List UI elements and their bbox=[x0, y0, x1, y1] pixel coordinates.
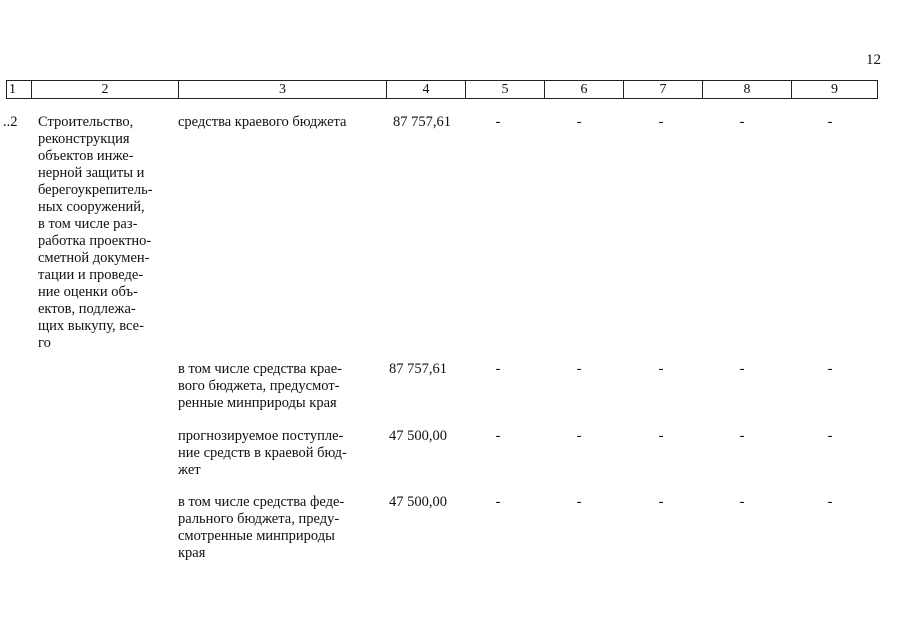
desc-line: объектов инже- bbox=[38, 148, 134, 164]
dash-col5: - bbox=[495, 114, 501, 130]
desc-line: нерной защиты и bbox=[38, 165, 145, 181]
funding-source-label bbox=[178, 361, 372, 412]
desc-line: щих выкупу, все- bbox=[38, 318, 144, 334]
dash-col6: - bbox=[576, 494, 582, 510]
header-cell-8: 8 bbox=[703, 81, 792, 98]
dash-col6: - bbox=[576, 361, 582, 377]
dash-col5: - bbox=[495, 361, 501, 377]
label-line: прогнозируемое поступле- bbox=[178, 428, 344, 444]
desc-line: ектов, подлежа- bbox=[38, 301, 136, 317]
header-cell-6: 6 bbox=[545, 81, 624, 98]
header-cell-7: 7 bbox=[624, 81, 703, 98]
dash-col8: - bbox=[739, 428, 745, 444]
dash-col9: - bbox=[827, 361, 833, 377]
label-line: в том числе средства феде- bbox=[178, 494, 345, 510]
label-line: рального бюджета, преду- bbox=[178, 511, 340, 527]
desc-line: сметной докумен- bbox=[38, 250, 150, 266]
dash-col9: - bbox=[827, 114, 833, 130]
dash-col5: - bbox=[495, 428, 501, 444]
dash-col8: - bbox=[739, 114, 745, 130]
label-line: средства краевого бюджета bbox=[178, 114, 347, 130]
header-cell-2: 2 bbox=[32, 81, 179, 98]
dash-col7: - bbox=[658, 494, 664, 510]
dash-col7: - bbox=[658, 428, 664, 444]
desc-line: го bbox=[38, 335, 51, 351]
label-line: в том числе средства крае- bbox=[178, 361, 342, 377]
dash-col5: - bbox=[495, 494, 501, 510]
header-cell-3: 3 bbox=[179, 81, 387, 98]
desc-line: ние оценки объ- bbox=[38, 284, 138, 300]
label-line: края bbox=[178, 545, 206, 561]
amount-value: 87 757,61 bbox=[389, 361, 447, 377]
amount-value: 47 500,00 bbox=[389, 494, 447, 510]
funding-source-label bbox=[178, 428, 372, 479]
row-number: ..2 bbox=[3, 114, 18, 130]
header-cell-9: 9 bbox=[831, 82, 838, 97]
page-number: 12 bbox=[866, 52, 881, 68]
header-cell-5: 5 bbox=[466, 81, 545, 98]
header-cell-1: 1 bbox=[7, 81, 32, 98]
desc-line: работка проектно- bbox=[38, 233, 152, 249]
dash-col9: - bbox=[827, 494, 833, 510]
table-header bbox=[6, 80, 878, 99]
label-line: вого бюджета, предусмот- bbox=[178, 378, 340, 394]
dash-col8: - bbox=[739, 494, 745, 510]
desc-line: ных сооружений, bbox=[38, 199, 145, 215]
desc-line: тации и проведе- bbox=[38, 267, 144, 283]
desc-line: Строительство, bbox=[38, 114, 134, 130]
label-line: ние средств в краевой бюд- bbox=[178, 445, 347, 461]
funding-source-label bbox=[178, 494, 372, 562]
label-line: жет bbox=[178, 462, 201, 478]
dash-col8: - bbox=[739, 361, 745, 377]
header-cell-4: 4 bbox=[387, 81, 466, 98]
desc-line: реконструкция bbox=[38, 131, 130, 147]
desc-line: в том числе раз- bbox=[38, 216, 138, 232]
dash-col9: - bbox=[827, 428, 833, 444]
amount-value: 87 757,61 bbox=[393, 114, 451, 130]
desc-line: берегоукрепитель- bbox=[38, 182, 153, 198]
amount-value: 47 500,00 bbox=[389, 428, 447, 444]
label-line: смотренные минприроды bbox=[178, 528, 335, 544]
object-description bbox=[38, 114, 167, 352]
dash-col7: - bbox=[658, 361, 664, 377]
dash-col6: - bbox=[576, 428, 582, 444]
label-line: ренные минприроды края bbox=[178, 395, 337, 411]
dash-col7: - bbox=[658, 114, 664, 130]
dash-col6: - bbox=[576, 114, 582, 130]
funding-source-label bbox=[178, 114, 372, 131]
